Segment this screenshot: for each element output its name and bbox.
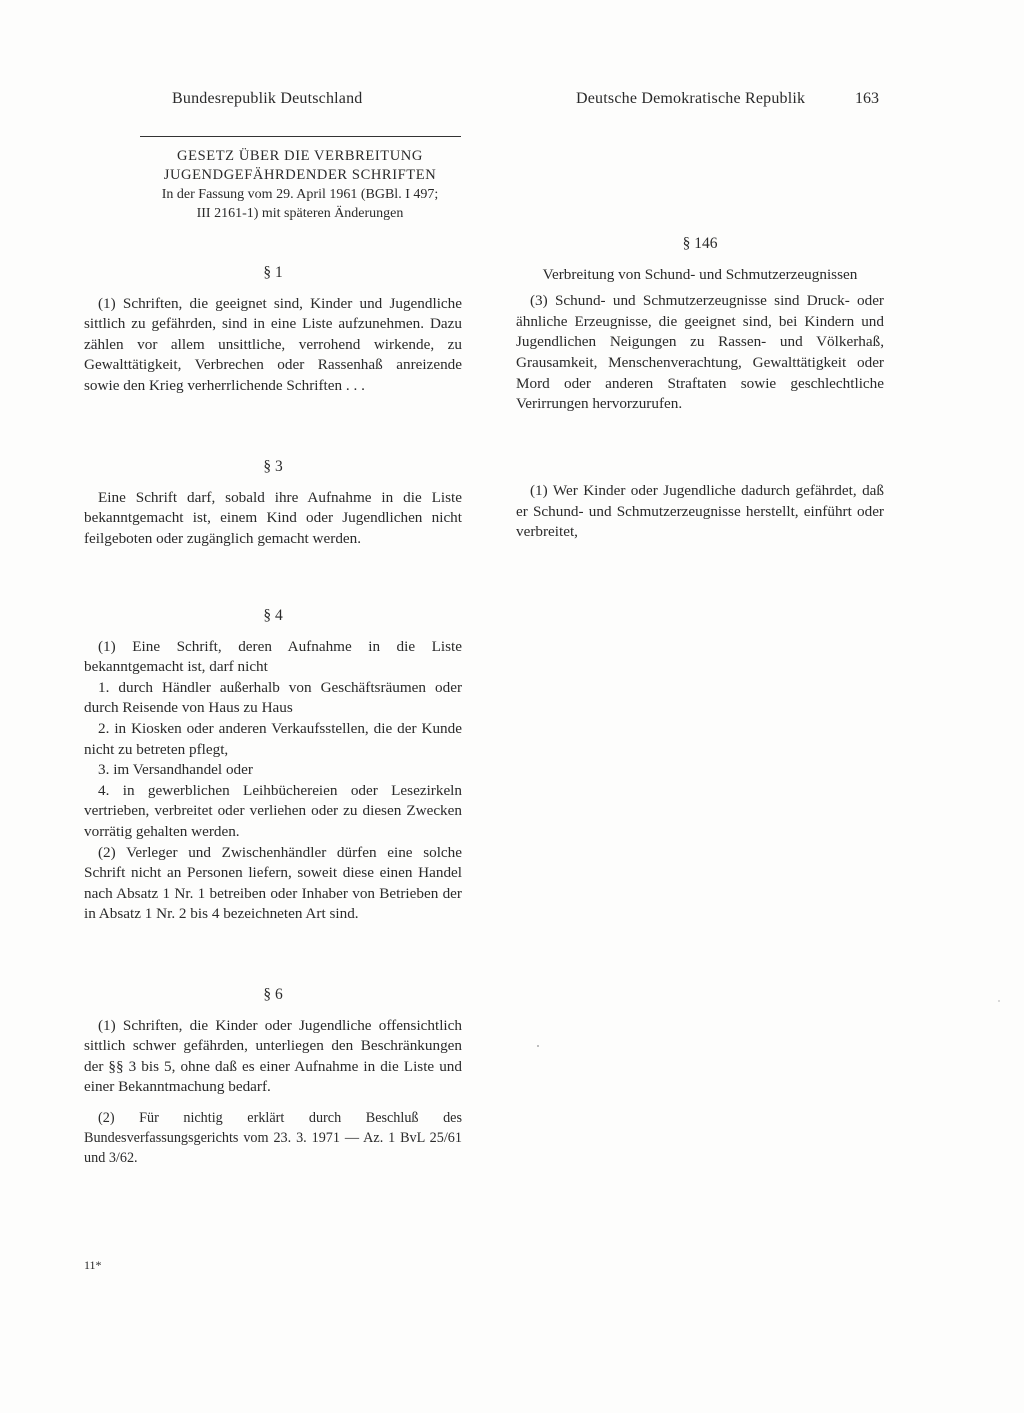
section-6 [84, 985, 462, 1168]
paragraph: Eine Schrift darf, sobald ihre Aufnahme in die Liste bekanntgemacht ist, einem Kind oder Jugendlichen nicht feilgeboten oder zugänglich gemacht werden. [84, 488, 462, 547]
paragraph: (2) Verleger und Zwischenhändler dürfen eine solche Schrift nicht an Personen liefern, soweit diese einen Handel nach Absatz 1 Nr. 1 betreiben oder Inhaber von Betrieben der in Absatz 1 Nr. 2 bis 4 bezeichneten Art sind. [84, 843, 462, 923]
section-heading: § 1 [263, 264, 283, 281]
running-header-left: Bundesrepublik Deutschland [172, 90, 363, 107]
section-1 [84, 263, 462, 397]
law-title-block [80, 147, 520, 223]
section-heading: § 6 [263, 986, 283, 1003]
law-subtitle-line-1: In der Fassung vom 29. April 1961 (BGBl. I 497; [161, 187, 439, 202]
paragraph: (1) Wer Kinder oder Jugendliche dadurch gefährdet, daß er Schund- und Schmutzerzeugnisse herstellt, einführt oder verbreitet, [516, 482, 884, 541]
signature-mark: 11* [84, 1258, 102, 1272]
section-heading: § 4 [263, 607, 283, 624]
law-title-line-1: GESETZ ÜBER DIE VERBREITUNG [177, 148, 423, 164]
paragraph: (1) Schriften, die Kinder oder Jugendliche offensichtlich sittlich schwer gefährden, unterliegen den Beschränkungen der §§ 3 bis 5, ohne daß es einer Aufnahme in die Liste und einer Bekanntmachung bedarf. [84, 1016, 462, 1096]
list-item: 1. durch Händler außerhalb von Geschäftsräumen oder durch Reisende von Haus zu Haus [84, 678, 462, 717]
list-item: 3. im Versandhandel oder [98, 761, 253, 779]
law-subtitle-line-2: III 2161-1) mit späteren Änderungen [196, 206, 404, 221]
section-3 [84, 457, 462, 549]
law-title-line-2: JUGENDGEFÄHRDENDER SCHRIFTEN [163, 167, 437, 183]
running-header-right: Deutsche Demokratische Republik [576, 90, 806, 107]
title-rule [140, 136, 461, 137]
paragraph: (3) Schund- und Schmutzerzeugnisse sind Druck- oder ähnliche Erzeugnisse, die geeignet sind, bei Kindern und Jugendlichen Neigungen zu Rassen- und Völkerhaß, Grausamkeit, Menschenverachtung, Gewalttätigkeit oder Mord oder anderen Straftaten sowie geschlechtliche Verirrungen hervorzurufen. [516, 292, 884, 413]
section-heading: § 3 [263, 458, 283, 475]
section-4 [84, 606, 462, 925]
section-146 [516, 234, 884, 415]
page-number: 163 [855, 90, 879, 107]
list-item: 4. in gewerblichen Leihbüchereien oder Lesezirkeln vertrieben, verbreitet oder verliehen oder zu diesen Zwecken vorrätig gehalten werden. [84, 781, 462, 840]
section-caption: Verbreitung von Schund- und Schmutzerzeugnissen [542, 265, 858, 283]
scan-speck [998, 1000, 1000, 1002]
paragraph: (1) Schriften, die geeignet sind, Kinder und Jugendliche sittlich zu gefährden, sind in eine Liste aufzunehmen. Dazu zählen vor allem unsittliche, verrohend wirkende, zu Gewalttätigkeit, Verbrechen oder Rassenhaß anreizende sowie den Krieg verherrlichende Schriften . . . [84, 294, 462, 394]
paragraph: (1) Eine Schrift, deren Aufnahme in die Liste bekanntgemacht ist, darf nicht [84, 637, 462, 676]
scan-speck [537, 1045, 539, 1047]
section-heading: § 146 [682, 235, 718, 252]
paragraph: (2) Für nichtig erklärt durch Beschluß des Bundesverfassungsgerichts vom 23. 3. 1971 — Az. 1 BvL 25/61 und 3/62. [84, 1109, 462, 1166]
section-146-paragraph-1 [516, 481, 884, 543]
list-item: 2. in Kiosken oder anderen Verkaufsstellen, die der Kunde nicht zu betreten pflegt, [84, 719, 462, 758]
